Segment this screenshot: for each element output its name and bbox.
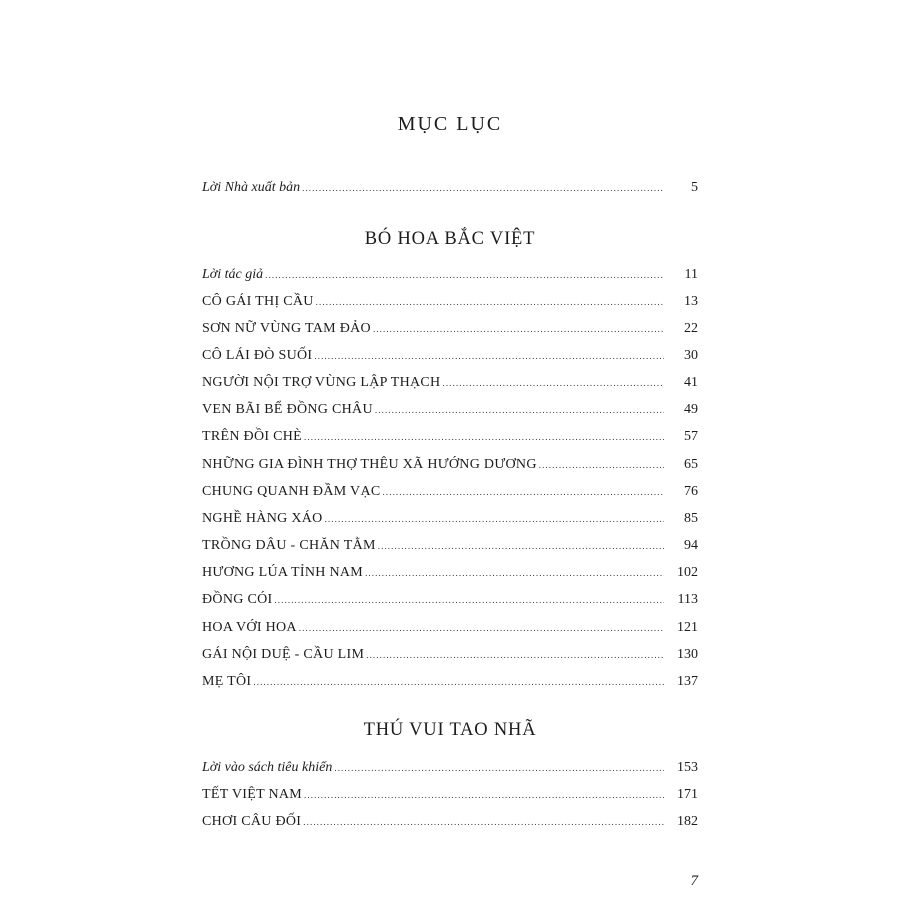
toc-entry	[202, 482, 698, 502]
toc-entry-label: TRỒNG DÂU - CHĂN TẰM	[202, 538, 376, 553]
toc-entry-label: Lời vào sách tiêu khiển	[202, 760, 333, 775]
toc-leader-dots	[314, 346, 664, 366]
toc-entry-label: CHUNG QUANH ĐẦM VẠC	[202, 484, 381, 499]
toc-entry	[202, 427, 698, 447]
toc-entry	[202, 373, 698, 393]
toc-entry-page: 137	[677, 674, 698, 689]
toc-entry-page: 57	[684, 429, 698, 444]
toc-entry-page: 76	[684, 484, 698, 499]
toc-entry-page: 171	[677, 787, 698, 802]
toc-entry-label: CÔ GÁI THỊ CẦU	[202, 294, 314, 309]
toc-entry-label: NHỮNG GIA ĐÌNH THỢ THÊU XÃ HƯỚNG DƯƠNG	[202, 457, 537, 472]
page-number: 7	[690, 873, 698, 889]
toc-entry-page: 130	[677, 647, 698, 662]
toc-entry	[202, 509, 698, 529]
toc-leader-dots	[274, 590, 664, 610]
toc-leader-dots	[539, 455, 664, 475]
toc-leader-dots	[304, 785, 664, 805]
toc-entry-page: 49	[684, 402, 698, 417]
page-title: MỤC LỤC	[397, 113, 503, 135]
toc-leader-dots	[366, 645, 664, 665]
toc-leader-dots	[302, 178, 664, 198]
toc-entry-label: NGHỀ HÀNG XÁO	[202, 511, 323, 526]
toc-leader-dots	[299, 618, 664, 638]
toc-entry-label: TẾT VIỆT NAM	[202, 787, 303, 802]
toc-entry	[202, 618, 698, 638]
toc-entry-label: VEN BÃI BỂ ĐỒNG CHÂU	[202, 402, 373, 417]
toc-entry	[202, 758, 698, 778]
section-heading: THÚ VUI TAO NHÃ	[363, 720, 537, 740]
toc-entry	[202, 645, 698, 665]
toc-entry-label: CÔ LÁI ĐÒ SUỐI	[202, 348, 313, 363]
toc-entry-page: 113	[677, 592, 698, 607]
toc-entry-page: 22	[684, 321, 698, 336]
toc-entry	[202, 265, 698, 285]
toc-entry-label: HƯƠNG LÚA TỈNH NAM	[202, 565, 364, 580]
toc-entry	[202, 672, 698, 692]
toc-entry-label: NGƯỜI NỘI TRỢ VÙNG LẬP THẠCH	[202, 375, 441, 390]
toc-entry-page: 13	[684, 294, 698, 309]
toc-entry-label: MẸ TÔI	[202, 674, 252, 689]
toc-entry-page: 94	[684, 538, 698, 553]
toc-entry-page: 85	[684, 511, 698, 526]
toc-leader-dots	[253, 672, 664, 692]
toc-leader-dots	[375, 400, 664, 420]
toc-leader-dots	[303, 812, 664, 832]
toc-leader-dots	[365, 563, 664, 583]
toc-entry-page: 5	[691, 180, 698, 195]
toc-entry	[202, 455, 698, 475]
toc-leader-dots	[265, 265, 664, 285]
toc-entry-page: 121	[677, 620, 698, 635]
toc-entry-label: TRÊN ĐỒI CHÈ	[202, 429, 303, 444]
toc-leader-dots	[316, 292, 664, 312]
toc-leader-dots	[325, 509, 664, 529]
toc-entry	[202, 319, 698, 339]
toc-entry-label: SƠN NỮ VÙNG TAM ĐẢO	[202, 321, 371, 336]
toc-entry-label: GÁI NỘI DUỆ - CẦU LIM	[202, 647, 365, 662]
toc-entry-label: ĐỒNG CÓI	[202, 592, 273, 607]
toc-leader-dots	[304, 427, 664, 447]
toc-entry-label: Lời Nhà xuất bản	[202, 180, 301, 195]
toc-entry	[202, 536, 698, 556]
toc-entry-page: 65	[684, 457, 698, 472]
toc-leader-dots	[373, 319, 664, 339]
toc-leader-dots	[334, 758, 664, 778]
toc-entry-label: Lời tác giả	[202, 267, 264, 282]
toc-entry-page: 11	[684, 267, 698, 282]
toc-leader-dots	[442, 373, 664, 393]
toc-entry	[202, 178, 698, 198]
toc-entry-page: 153	[677, 760, 698, 775]
toc-entry	[202, 785, 698, 805]
toc-entry	[202, 563, 698, 583]
toc-entry	[202, 590, 698, 610]
toc-entry-page: 30	[684, 348, 698, 363]
toc-entry	[202, 400, 698, 420]
toc-entry-page: 182	[677, 814, 698, 829]
toc-entry	[202, 292, 698, 312]
section-heading: BÓ HOA BẮC VIỆT	[364, 229, 536, 249]
toc-leader-dots	[378, 536, 664, 556]
toc-entry	[202, 812, 698, 832]
toc-entry	[202, 346, 698, 366]
toc-leader-dots	[383, 482, 664, 502]
toc-entry-label: HOA VỚI HOA	[202, 620, 297, 635]
toc-entry-page: 102	[677, 565, 698, 580]
toc-entry-label: CHƠI CÂU ĐỐI	[202, 814, 302, 829]
toc-entry-page: 41	[684, 375, 698, 390]
